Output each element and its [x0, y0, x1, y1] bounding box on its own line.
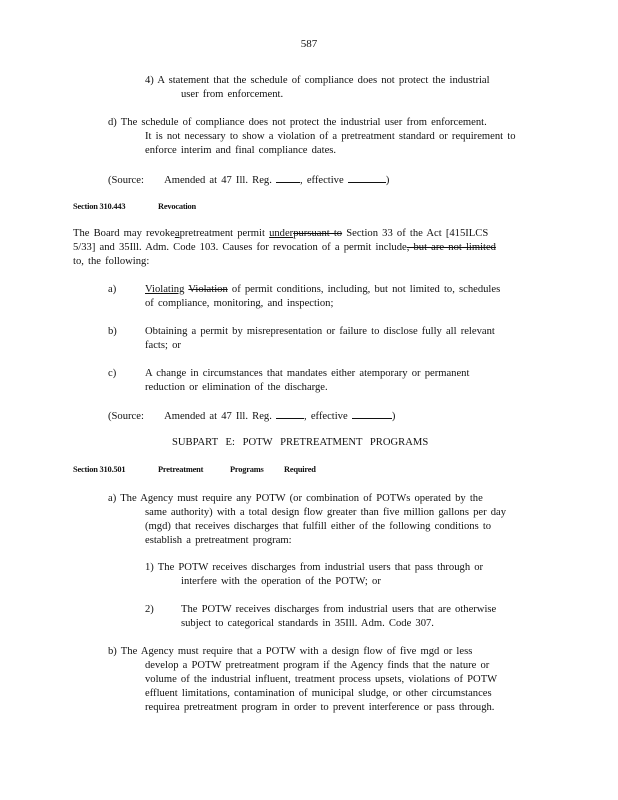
- source-close: ): [391, 411, 396, 422]
- program-b-text: The Agency must require that a POTW with a design flow of five mgd or less: [120, 646, 473, 657]
- program-a-line-3: (mgd) that receives discharges that fulfill either of the following conditions to: [145, 521, 492, 532]
- revocation-c-label: c): [108, 368, 117, 379]
- source-close: ): [385, 175, 390, 186]
- revocation-c-text-1: A change in circumstances that mandates either a: [145, 368, 365, 379]
- source-comma: ,: [300, 175, 303, 186]
- program-a2-line-1: The POTW receives discharges from industrial users that are otherwise: [181, 604, 497, 615]
- revocation-a-line-2: of compliance, monitoring, and inspection;: [145, 298, 334, 309]
- revocation-a-label: a): [108, 284, 117, 295]
- item-d-line-1: [108, 116, 487, 129]
- program-a-line-1: [108, 492, 483, 505]
- revocation-a-delete: Violation: [188, 284, 228, 295]
- program-a1-label: 1): [145, 562, 154, 573]
- board-text-2b: Ill. Adm. Code 103. Causes for revocation of a permit include: [129, 242, 407, 253]
- item-4-label: 4): [145, 75, 154, 86]
- program-a2-label: 2): [145, 604, 154, 615]
- item-4-text: A statement that the schedule of compliance does not protect the industrial: [157, 75, 490, 86]
- program-a1-line-2: interfere with the operation of the POTW; or: [181, 576, 381, 587]
- board-text-1c: pretreatment permit: [179, 228, 265, 239]
- program-b-line-4: effluent limitations, contamination of municipal sludge, or other circumstances: [145, 688, 492, 699]
- item-d-text: The schedule of compliance does not protect the industrial user from enforcement.: [120, 117, 487, 128]
- board-line-2: [73, 241, 496, 254]
- revocation-b-line-2: facts; or: [145, 340, 181, 351]
- program-a-label: a): [108, 493, 117, 504]
- board-line-1: [73, 227, 488, 240]
- section-443-number: Section 310.443: [73, 202, 126, 211]
- revocation-b-label: b): [108, 326, 117, 337]
- section-501-title-1: Pretreatment: [158, 465, 204, 474]
- effective-date-blank: [352, 408, 392, 419]
- program-b-label: b): [108, 646, 117, 657]
- revocation-c-text-1b: temporary or permanent: [364, 368, 470, 379]
- revocation-a-text-2: , but not limited to, schedules: [367, 284, 501, 295]
- item-d-label: d): [108, 117, 117, 128]
- source-open: (Source:: [108, 175, 144, 186]
- program-a-line-2: same authority) with a total design flow greater than five million gallons per day: [145, 507, 507, 518]
- board-text-1a: The Board may revoke: [73, 228, 175, 239]
- source-open: (Source:: [108, 411, 144, 422]
- section-501-title-2: Programs: [230, 465, 264, 474]
- source-effective: effective: [306, 175, 344, 186]
- section-501-number: Section 310.501: [73, 465, 126, 474]
- revocation-c-line-2: reduction or elimination of the discharge.: [145, 382, 328, 393]
- program-b-text-5b: a pretreatment program in order to prevent interference or pass through.: [175, 702, 495, 713]
- item-4-line-2: user from enforcement.: [181, 89, 284, 100]
- board-text-1g: ILCS: [465, 228, 489, 239]
- source-effective: effective: [310, 411, 348, 422]
- source-note-2: [108, 408, 395, 423]
- board-text-1f: Section 33 of the Act [415: [346, 228, 466, 239]
- revocation-a-insert: Violating: [145, 284, 185, 295]
- program-a2-text-2: subject to categorical standards in 35: [181, 618, 346, 629]
- revocation-a-text: of permit conditions, including: [231, 284, 368, 295]
- board-line-3: to, the following:: [73, 256, 150, 267]
- program-a2-line-2: [181, 617, 434, 630]
- program-a1-line-1: [145, 561, 483, 574]
- source-note-1: [108, 172, 389, 187]
- program-a1-text: The POTW receives discharges from industrial users that pass through or: [157, 562, 484, 573]
- program-b-line-1: [108, 645, 472, 658]
- subpart-heading: SUBPART E: POTW PRETREATMENT PROGRAMS: [172, 437, 429, 448]
- board-text-2a: 5/33] and 35: [73, 242, 130, 253]
- section-443-title: Revocation: [158, 202, 197, 211]
- program-b-line-3: volume of the industrial influent, treatment process upsets, violations of POTW: [145, 674, 498, 685]
- revocation-a-line-1: [145, 283, 500, 296]
- revocation-c-line-1: [145, 367, 469, 380]
- program-a-line-4: establish a pretreatment program:: [145, 535, 292, 546]
- register-blank: [276, 172, 300, 183]
- board-insert-a: a: [174, 228, 180, 239]
- item-d-line-2: It is not necessary to show a violation of a pretreatment standard or requirement to: [145, 131, 516, 142]
- board-insert-under: under: [269, 228, 294, 239]
- program-a2-text-2b: Ill. Adm. Code 307.: [345, 618, 434, 629]
- program-b-line-2: develop a POTW pretreatment program if the Agency finds that the nature or: [145, 660, 490, 671]
- program-a-text: The Agency must require any POTW (or combination of POTWs operated by the: [120, 493, 483, 504]
- section-501-title-3: Required: [284, 465, 316, 474]
- source-amended: Amended at 47 Ill. Reg.: [164, 411, 272, 422]
- source-amended: Amended at 47 Ill. Reg.: [164, 175, 272, 186]
- item-d-line-3: enforce interim and final compliance dates.: [145, 145, 337, 156]
- program-b-text-5: require: [145, 702, 175, 713]
- page-number: 587: [300, 38, 318, 50]
- revocation-b-line-1: Obtaining a permit by misrepresentation or failure to disclose fully all relevant: [145, 326, 495, 337]
- board-delete-pursuant: pursuant to: [293, 228, 343, 239]
- register-blank: [276, 408, 304, 419]
- program-b-line-5: [145, 701, 494, 714]
- effective-date-blank: [348, 172, 386, 183]
- board-delete-limited: , but are not limited: [406, 242, 496, 253]
- item-4-line-1: [145, 74, 490, 87]
- source-comma: ,: [304, 411, 307, 422]
